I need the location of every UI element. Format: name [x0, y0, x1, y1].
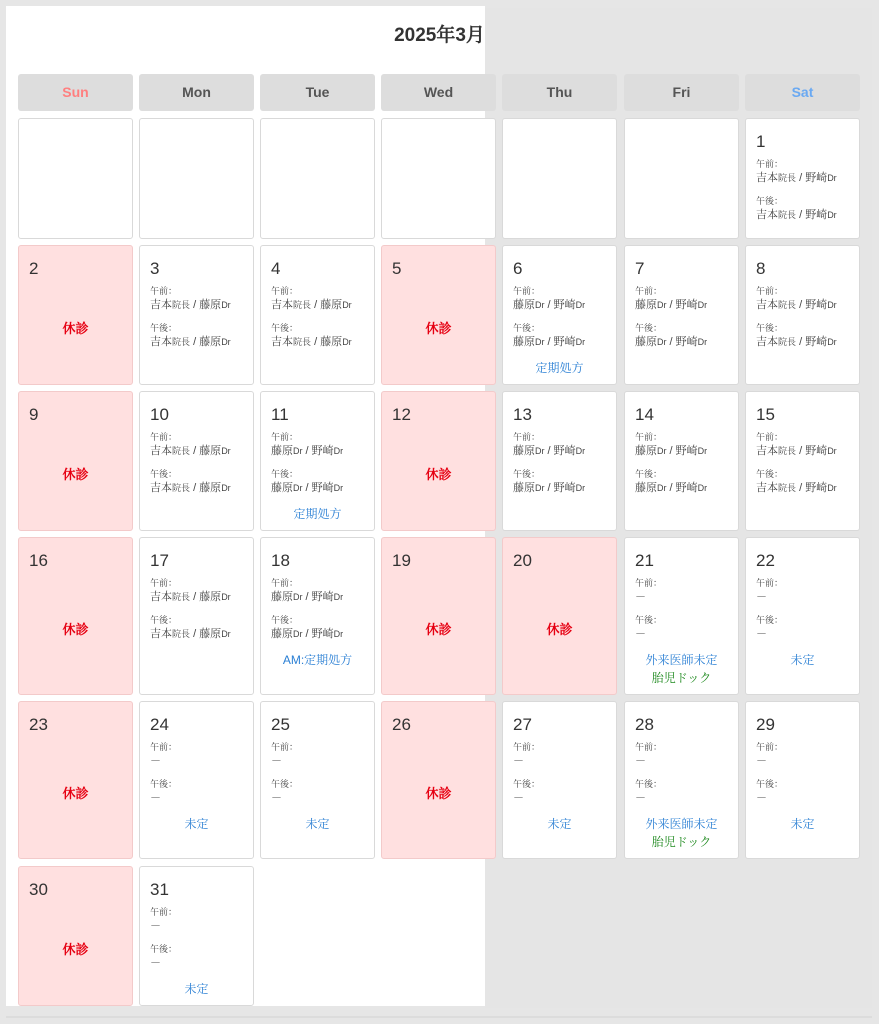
pm-label: 午後： — [513, 469, 541, 479]
day-cell-26[interactable] — [381, 701, 496, 859]
pm-doctors: － — [635, 628, 646, 640]
day-cell-12[interactable] — [381, 391, 496, 531]
am-label: 午前： — [635, 432, 663, 442]
schedule — [513, 431, 585, 495]
closed-label: 休診 — [62, 467, 89, 482]
weekday-header-wed: Wed — [381, 74, 496, 111]
weekday-header-fri: Fri — [624, 74, 739, 111]
closed-label: 休診 — [546, 622, 573, 637]
am-doctors: 藤原Dr / 野崎Dr — [513, 445, 586, 457]
day-cell-1[interactable] — [745, 118, 860, 239]
day-cell-25[interactable] — [260, 701, 375, 859]
day-number: 7 — [635, 259, 645, 278]
pm-label: 午後： — [150, 779, 178, 789]
closed-label: 休診 — [425, 622, 452, 637]
schedule — [271, 431, 343, 495]
day-number: 29 — [756, 715, 775, 734]
closed-label: 休診 — [425, 321, 452, 336]
day-cell-9[interactable] — [18, 391, 133, 531]
am-doctors: 吉本院長 / 藤原Dr — [150, 299, 231, 311]
am-label: 午前： — [271, 742, 299, 752]
weekday-header-sun: Sun — [18, 74, 133, 111]
pm-label: 午後： — [756, 469, 784, 479]
pm-label: 午後： — [635, 469, 663, 479]
empty-day-cell — [381, 118, 496, 239]
pm-doctors: 藤原Dr / 野崎Dr — [271, 628, 344, 640]
am-label: 午前： — [150, 578, 178, 588]
pm-doctors: 吉本院長 / 藤原Dr — [271, 336, 352, 348]
day-number: 13 — [513, 405, 532, 424]
day-cell-27[interactable] — [502, 701, 617, 859]
am-doctors: 吉本院長 / 藤原Dr — [150, 445, 231, 457]
day-cell-2[interactable] — [18, 245, 133, 385]
day-cell-16[interactable] — [18, 537, 133, 695]
pm-doctors: 吉本院長 / 藤原Dr — [150, 482, 231, 494]
fetal-dock-note: 胎児ドック — [651, 671, 712, 685]
schedule — [150, 906, 177, 970]
day-number: 10 — [150, 405, 169, 424]
day-cell-15[interactable] — [745, 391, 860, 531]
day-number: 11 — [271, 405, 289, 424]
weekday-header-mon: Mon — [139, 74, 254, 111]
am-label: 午前： — [635, 286, 663, 296]
pm-label: 午後： — [513, 323, 541, 333]
pm-label: 午後： — [150, 944, 178, 954]
day-cell-17[interactable] — [139, 537, 254, 695]
day-cell-4[interactable] — [260, 245, 375, 385]
calendar-title: 2025年3月 — [394, 25, 485, 46]
pm-doctors: 吉本院長 / 野崎Dr — [756, 336, 837, 348]
day-number: 21 — [635, 551, 654, 570]
pm-label: 午後： — [271, 323, 299, 333]
pm-label: 午後： — [635, 615, 663, 625]
day-cell-7[interactable] — [624, 245, 739, 385]
schedule — [150, 741, 177, 805]
pm-label: 午後： — [150, 323, 178, 333]
am-doctors: － — [756, 755, 767, 767]
pm-doctors: － — [756, 628, 767, 640]
day-number: 31 — [150, 880, 169, 899]
closed-label: 休診 — [62, 786, 89, 801]
pm-doctors: 藤原Dr / 野崎Dr — [513, 336, 586, 348]
schedule — [271, 577, 343, 641]
pm-doctors: 吉本院長 / 藤原Dr — [150, 336, 231, 348]
day-number: 3 — [150, 259, 160, 278]
schedule — [150, 577, 231, 641]
day-number: 20 — [513, 551, 532, 570]
closed-label: 休診 — [62, 622, 89, 637]
am-label: 午前： — [756, 286, 784, 296]
am-label: 午前： — [513, 432, 541, 442]
weekday-header-thu: Thu — [502, 74, 617, 111]
schedule-note: 定期処方 — [293, 507, 342, 521]
weekday-header-sat: Sat — [745, 74, 860, 111]
am-doctors: － — [150, 755, 161, 767]
pm-label: 午後： — [271, 469, 299, 479]
pm-doctors: － — [150, 957, 161, 969]
am-label: 午前： — [756, 159, 784, 169]
closed-label: 休診 — [62, 942, 89, 957]
am-doctors: 藤原Dr / 野崎Dr — [271, 445, 344, 457]
pm-doctors: － — [150, 792, 161, 804]
day-cell-20[interactable] — [502, 537, 617, 695]
day-cell-30[interactable] — [18, 866, 133, 1006]
schedule — [635, 577, 662, 641]
pm-doctors: － — [513, 792, 524, 804]
am-doctors: 吉本院長 / 藤原Dr — [271, 299, 352, 311]
pm-label: 午後： — [150, 469, 178, 479]
pm-doctors: 吉本院長 / 野崎Dr — [756, 482, 837, 494]
day-cell-29[interactable] — [745, 701, 860, 859]
schedule — [635, 431, 707, 495]
am-doctors: － — [513, 755, 524, 767]
am-doctors: 吉本院長 / 野崎Dr — [756, 172, 837, 184]
am-doctors: 藤原Dr / 野崎Dr — [635, 299, 708, 311]
day-cell-31[interactable] — [139, 866, 254, 1006]
day-number: 28 — [635, 715, 654, 734]
pm-label: 午後： — [271, 615, 299, 625]
day-number: 5 — [392, 259, 402, 278]
day-number: 26 — [392, 715, 411, 734]
pm-label: 午後： — [756, 196, 784, 206]
am-label: 午前： — [271, 578, 299, 588]
day-cell-28[interactable] — [624, 701, 739, 859]
am-doctors: － — [635, 755, 646, 767]
schedule — [271, 741, 298, 805]
empty-day-cell — [18, 118, 133, 239]
empty-day-cell — [502, 118, 617, 239]
weekday-header-tue: Tue — [260, 74, 375, 111]
day-cell-18[interactable] — [260, 537, 375, 695]
pm-doctors: 藤原Dr / 野崎Dr — [635, 336, 708, 348]
schedule-note: 外来医師未定 — [645, 653, 718, 667]
schedule — [756, 741, 783, 805]
day-number: 12 — [392, 405, 411, 424]
pm-label: 午後： — [150, 615, 178, 625]
am-label: 午前： — [150, 907, 178, 917]
pm-doctors: 藤原Dr / 野崎Dr — [635, 482, 708, 494]
pm-label: 午後： — [271, 779, 299, 789]
day-number: 19 — [392, 551, 411, 570]
schedule-note: 定期処方 — [535, 361, 584, 375]
pm-label: 午後： — [756, 779, 784, 789]
pm-doctors: － — [756, 792, 767, 804]
schedule-note: 未定 — [547, 817, 572, 831]
am-doctors: － — [271, 755, 282, 767]
empty-day-cell — [260, 118, 375, 239]
am-label: 午前： — [756, 432, 784, 442]
schedule-note: 未定 — [790, 817, 815, 831]
day-number: 2 — [29, 259, 39, 278]
schedule-note: 未定 — [184, 982, 209, 996]
am-label: 午前： — [271, 286, 299, 296]
schedule-note: 未定 — [790, 653, 815, 667]
am-doctors: 吉本院長 / 野崎Dr — [756, 445, 837, 457]
schedule — [635, 741, 662, 805]
day-cell-10[interactable] — [139, 391, 254, 531]
closed-label: 休診 — [62, 321, 89, 336]
empty-day-cell — [139, 118, 254, 239]
am-label: 午前： — [150, 286, 178, 296]
day-cell-11[interactable] — [260, 391, 375, 531]
day-number: 25 — [271, 715, 290, 734]
day-number: 9 — [29, 405, 39, 424]
am-label: 午前： — [271, 432, 299, 442]
am-label: 午前： — [150, 432, 178, 442]
day-number: 1 — [756, 132, 766, 151]
day-cell-21[interactable] — [624, 537, 739, 695]
schedule-note: 外来医師未定 — [645, 817, 718, 831]
day-number: 18 — [271, 551, 290, 570]
day-number: 27 — [513, 715, 532, 734]
schedule — [513, 285, 585, 349]
am-doctors: 吉本院長 / 藤原Dr — [150, 591, 231, 603]
am-doctors: － — [635, 591, 646, 603]
schedule — [756, 577, 783, 641]
day-cell-22[interactable] — [745, 537, 860, 695]
am-label: 午前： — [513, 286, 541, 296]
day-cell-3[interactable] — [139, 245, 254, 385]
day-number: 17 — [150, 551, 169, 570]
day-cell-6[interactable] — [502, 245, 617, 385]
pm-label: 午後： — [513, 779, 541, 789]
pm-label: 午後： — [756, 323, 784, 333]
am-doctors: － — [756, 591, 767, 603]
pm-doctors: 吉本院長 / 藤原Dr — [150, 628, 231, 640]
am-label: 午前： — [635, 578, 663, 588]
pm-doctors: 藤原Dr / 野崎Dr — [513, 482, 586, 494]
day-cell-13[interactable] — [502, 391, 617, 531]
day-cell-24[interactable] — [139, 701, 254, 859]
am-label: 午前： — [150, 742, 178, 752]
day-number: 23 — [29, 715, 48, 734]
am-doctors: 吉本院長 / 野崎Dr — [756, 299, 837, 311]
closed-label: 休診 — [425, 467, 452, 482]
day-number: 6 — [513, 259, 523, 278]
schedule — [635, 285, 707, 349]
am-label: 午前： — [635, 742, 663, 752]
day-cell-19[interactable] — [381, 537, 496, 695]
pm-doctors: 吉本院長 / 野崎Dr — [756, 209, 837, 221]
am-label: 午前： — [756, 742, 784, 752]
day-number: 8 — [756, 259, 766, 278]
schedule — [756, 431, 837, 495]
fetal-dock-note: 胎児ドック — [651, 835, 712, 849]
empty-day-cell — [624, 118, 739, 239]
schedule — [756, 285, 837, 349]
day-number: 16 — [29, 551, 48, 570]
am-label: 午前： — [756, 578, 784, 588]
schedule — [756, 158, 837, 222]
am-doctors: 藤原Dr / 野崎Dr — [513, 299, 586, 311]
closed-label: 休診 — [425, 786, 452, 801]
day-number: 4 — [271, 259, 281, 278]
pm-doctors: 藤原Dr / 野崎Dr — [271, 482, 344, 494]
day-number: 14 — [635, 405, 654, 424]
am-doctors: 藤原Dr / 野崎Dr — [271, 591, 344, 603]
schedule-note: 未定 — [305, 817, 330, 831]
schedule — [513, 741, 540, 805]
am-label: 午前： — [513, 742, 541, 752]
day-cell-5[interactable] — [381, 245, 496, 385]
day-number: 30 — [29, 880, 48, 899]
pm-label: 午後： — [635, 323, 663, 333]
schedule — [150, 431, 231, 495]
bottom-divider — [6, 1016, 872, 1018]
pm-doctors: － — [635, 792, 646, 804]
am-doctors: － — [150, 920, 161, 932]
schedule — [150, 285, 231, 349]
schedule — [271, 285, 352, 349]
day-cell-14[interactable] — [624, 391, 739, 531]
day-number: 22 — [756, 551, 775, 570]
day-number: 24 — [150, 715, 169, 734]
schedule-note: AM:定期処方 — [282, 653, 353, 667]
pm-label: 午後： — [756, 615, 784, 625]
pm-doctors: － — [271, 792, 282, 804]
day-cell-8[interactable] — [745, 245, 860, 385]
pm-label: 午後： — [635, 779, 663, 789]
am-doctors: 藤原Dr / 野崎Dr — [635, 445, 708, 457]
day-cell-23[interactable] — [18, 701, 133, 859]
schedule-note: 未定 — [184, 817, 209, 831]
day-number: 15 — [756, 405, 775, 424]
